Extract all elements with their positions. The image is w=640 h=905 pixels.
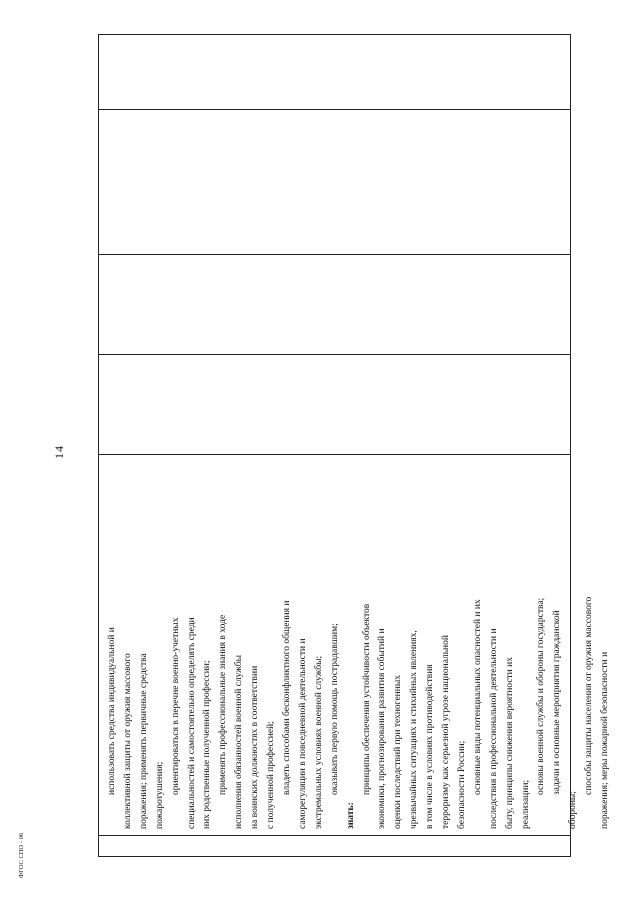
competencies-cell xyxy=(99,35,570,109)
hours-cell xyxy=(99,354,570,454)
requirement-line: быту, принципы снижения вероятности их xyxy=(504,657,515,829)
total-hours-cell xyxy=(99,254,570,354)
requirement-line: коллективной защиты от оружия массового xyxy=(122,653,133,829)
requirement-line: применять профессиональные знания в ходе xyxy=(218,614,229,795)
requirement-line: них родственные полученной профессии; xyxy=(202,660,213,829)
requirement-line: с полученной профессией; xyxy=(266,721,277,829)
competency-table xyxy=(98,34,611,857)
table-row xyxy=(99,35,611,856)
requirement-line: экстремальных условиях военной службы; xyxy=(313,655,324,829)
requirement-line: безопасности России; xyxy=(456,740,467,829)
page-number: 14 xyxy=(52,445,66,459)
requirement-line: оказывать первую помощь пострадавшим; xyxy=(329,623,340,795)
requirement-line: принципы обеспечения устойчивости объектов xyxy=(361,603,372,795)
requirement-line: использовать средства индивидуальной и xyxy=(107,627,117,795)
requirement-line: обороны; xyxy=(568,791,579,829)
requirement-line: поражения; меры пожарной безопасности и xyxy=(600,651,611,829)
requirement-line: пожаротушения; xyxy=(154,761,165,829)
requirement-line: специальностей и самостоятельно определять среди xyxy=(186,617,197,829)
requirement-line: оценки последствий при техногенных xyxy=(393,675,404,829)
index-cell xyxy=(99,835,570,856)
requirement-line: реализации; xyxy=(520,779,531,829)
requirement-line: в том числе в условиях противодействия xyxy=(425,664,436,829)
requirement-line: на воинских должностях в соответствии xyxy=(250,665,261,829)
requirement-line: поражения; применять первичные средства xyxy=(138,653,149,829)
requirement-line: экономики, прогнозирования развития событий и xyxy=(377,628,388,829)
footer-code: ФГОС СПО - 06 xyxy=(18,832,25,878)
requirement-line: исполнения обязанностей военной службы xyxy=(234,655,245,829)
requirement-line: способы защиты населения от оружия массового xyxy=(584,596,595,795)
requirement-line: терроризму как серьезной угрозе национальной xyxy=(441,635,452,829)
discipline-cell xyxy=(99,109,570,254)
requirement-line: ориентироваться в перечне военно-учетных xyxy=(170,617,181,795)
requirement-line: саморегуляции в повседневной деятельности и xyxy=(297,638,308,829)
requirement-line: владеть способами бесконфликтного общения и xyxy=(281,600,292,795)
requirements-cell xyxy=(99,454,611,835)
requirement-line: задачи и основные мероприятия гражданской xyxy=(552,610,563,795)
requirement-line: основные виды потенциальных опасностей и их xyxy=(472,599,483,795)
requirement-line: последствия в профессиональной деятельности и xyxy=(488,628,499,829)
requirement-line: основы военной службы и обороны государства; xyxy=(536,597,547,795)
requirement-line: знать: xyxy=(345,802,356,829)
requirement-line: чрезвычайных ситуациях и стихийных явлениях, xyxy=(409,630,420,829)
